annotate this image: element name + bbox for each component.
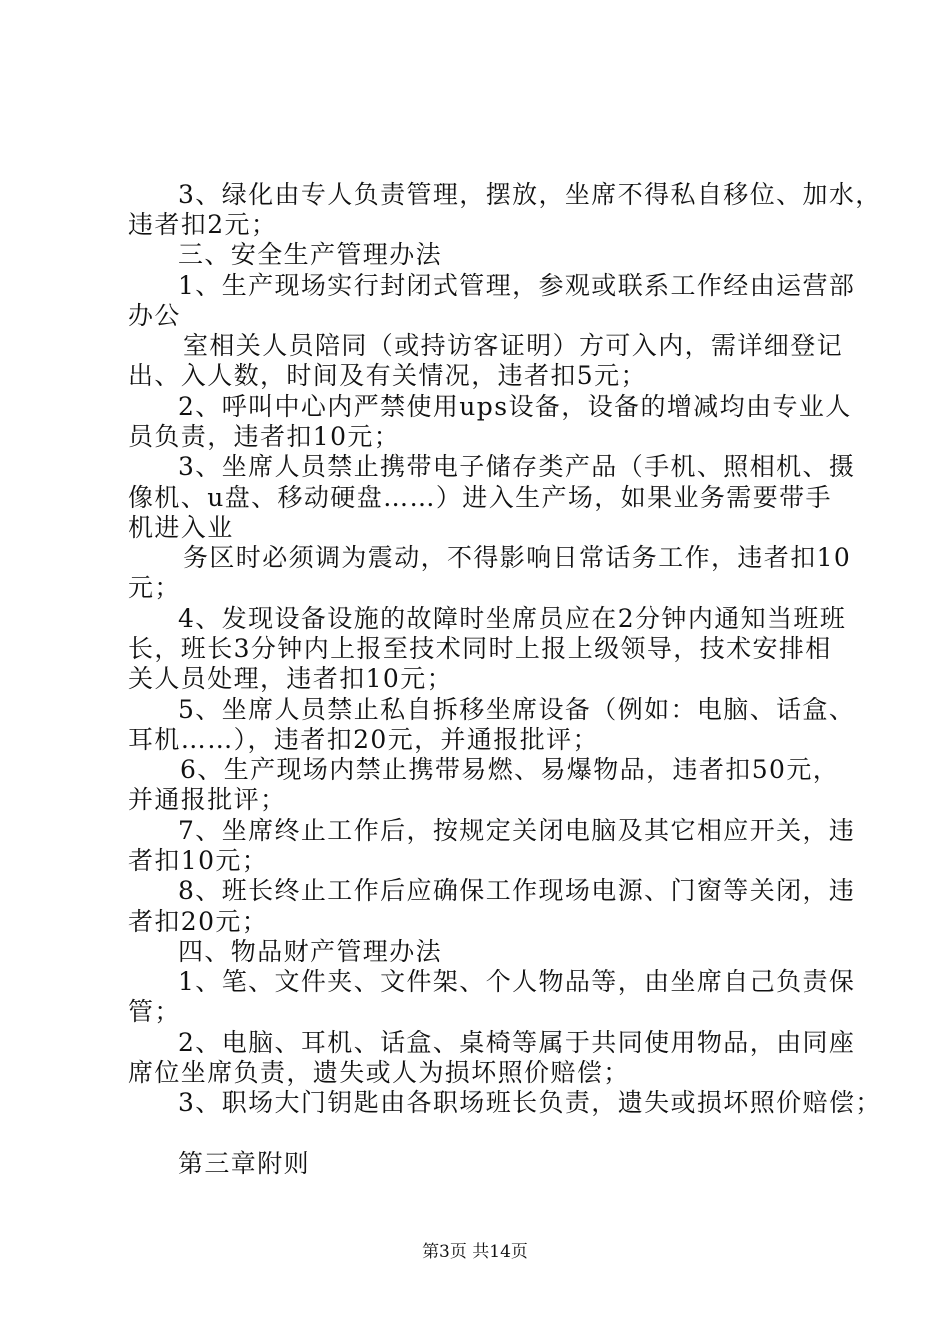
- text-line: 像机、u盘、移动硬盘……）进入生产场，如果业务需要带手: [128, 483, 832, 512]
- text-line: 办公: [128, 301, 181, 330]
- text-line: 1、笔、文件夹、文件架、个人物品等，由坐席自己负责保: [178, 967, 856, 996]
- text-line: 7、坐席终止工作后，按规定关闭电脑及其它相应开关，违: [178, 816, 856, 845]
- text-line: 员负责，违者扣10元；: [128, 422, 401, 451]
- text-line: 6、生产现场内禁止携带易燃、易爆物品，违者扣50元，: [180, 755, 840, 784]
- text-line: 关人员处理，违者扣10元；: [128, 664, 454, 693]
- text-line: 者扣20元；: [128, 907, 269, 936]
- text-line: 3、绿化由专人负责管理，摆放，坐席不得私自移位、加水，: [178, 180, 882, 209]
- text-line: 1、生产现场实行封闭式管理，参观或联系工作经由运营部: [178, 271, 856, 300]
- text-line: 耳机……），违者扣20元，并通报批评；: [128, 725, 599, 754]
- text-line: 违者扣2元；: [128, 210, 278, 239]
- text-line: 管；: [128, 997, 181, 1026]
- text-line: 务区时必须调为震动，不得影响日常话务工作，违者扣10: [183, 543, 852, 572]
- section-heading: 四、物品财产管理办法: [178, 937, 443, 966]
- text-line: 并通报批评；: [128, 785, 287, 814]
- text-line: 3、坐席人员禁止携带电子储存类产品（手机、照相机、摄: [178, 452, 856, 481]
- text-line: 4、发现设备设施的故障时坐席员应在2分钟内通知当班班: [178, 604, 847, 633]
- text-line: 3、职场大门钥匙由各职场班长负责，遗失或损坏照价赔偿；: [178, 1088, 882, 1117]
- text-line: 5、坐席人员禁止私自拆移坐席设备（例如：电脑、话盒、: [178, 695, 856, 724]
- text-line: 元；: [128, 573, 181, 602]
- text-line: 2、呼叫中心内严禁使用ups设备，设备的增减均由专业人: [178, 392, 852, 421]
- text-line: 2、电脑、耳机、话盒、桌椅等属于共同使用物品，由同座: [178, 1028, 856, 1057]
- chapter-heading: 第三章附则: [178, 1149, 311, 1178]
- text-line: 者扣10元；: [128, 846, 269, 875]
- text-line: 机进入业: [128, 513, 234, 542]
- text-line: 席位坐席负责，遗失或人为损坏照价赔偿；: [128, 1058, 630, 1087]
- section-heading: 三、安全生产管理办法: [178, 240, 443, 269]
- text-line: 长，班长3分钟内上报至技术同时上报上级领导，技术安排相: [128, 634, 832, 663]
- page-number-footer: 第3页 共14页: [422, 1242, 528, 1262]
- text-line: 室相关人员陪同（或持访客证明）方可入内，需详细登记: [183, 331, 844, 360]
- text-line: 8、班长终止工作后应确保工作现场电源、门窗等关闭，违: [178, 876, 856, 905]
- text-line: 出、入人数，时间及有关情况，违者扣5元；: [128, 361, 647, 390]
